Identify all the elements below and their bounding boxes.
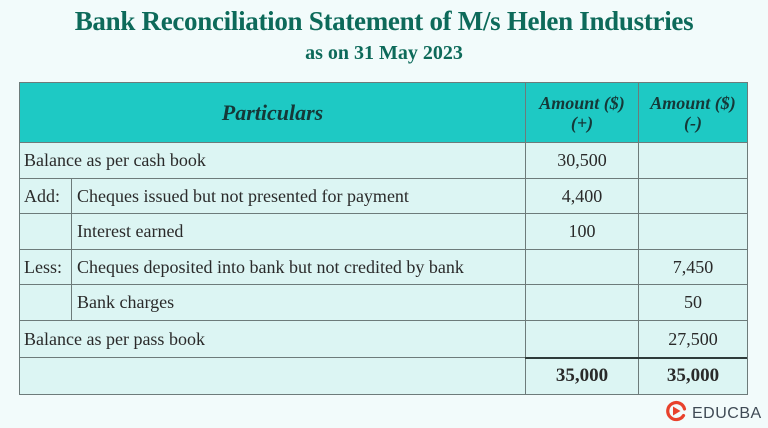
row-prefix: Add: <box>20 179 72 213</box>
header-particulars-label: Particulars <box>221 99 324 125</box>
header-particulars <box>20 83 525 142</box>
header-amount-minus <box>638 83 747 142</box>
row-amount-minus <box>638 214 747 249</box>
table-row <box>20 214 747 250</box>
educba-logo-text: EDUCBA <box>692 404 762 422</box>
educba-logo <box>665 400 762 427</box>
row-amount-plus: 30,500 <box>525 143 638 178</box>
header-amount-plus-label: Amount ($) <box>539 92 625 113</box>
row-amount-minus: 27,500 <box>638 321 747 357</box>
row-label: Balance as per pass book <box>24 328 205 349</box>
row-label: Bank charges <box>77 292 175 312</box>
row-amount-plus: 100 <box>525 214 638 249</box>
row-amount-minus: 50 <box>638 285 747 320</box>
table-total-row <box>20 358 747 394</box>
row-amount-plus <box>525 250 638 284</box>
row-prefix <box>20 214 72 249</box>
row-prefix <box>20 285 72 320</box>
total-label <box>20 358 525 394</box>
header-amount-minus-label: Amount ($) <box>650 92 736 113</box>
table-row <box>20 250 747 285</box>
header-amount-plus <box>525 83 638 142</box>
reconciliation-table <box>19 82 748 395</box>
header-amount-minus-sign: (-) <box>684 112 702 133</box>
page-title: Bank Reconciliation Statement of M/s Helen Industries <box>74 6 694 36</box>
row-amount-plus <box>525 285 638 320</box>
table-row <box>20 285 747 321</box>
table-row <box>20 179 747 214</box>
row-prefix: Less: <box>20 250 72 284</box>
table-row <box>20 321 747 358</box>
row-label: Interest earned <box>77 221 184 241</box>
row-amount-plus <box>525 321 638 357</box>
row-label: Balance as per cash book <box>24 150 206 170</box>
row-amount-minus <box>638 143 747 178</box>
row-amount-plus: 4,400 <box>525 179 638 213</box>
header-amount-plus-sign: (+) <box>570 112 594 133</box>
total-rule <box>525 357 747 359</box>
row-label: Cheques issued but not presented for payment <box>77 185 409 206</box>
total-amount-minus: 35,000 <box>638 358 747 394</box>
table-header <box>20 83 747 143</box>
page-subtitle: as on 31 May 2023 <box>305 42 463 64</box>
row-label: Cheques deposited into bank but not credited by bank <box>77 256 464 277</box>
total-amount-plus: 35,000 <box>525 358 638 394</box>
table-row <box>20 143 747 179</box>
row-amount-minus: 7,450 <box>638 250 747 284</box>
row-amount-minus <box>638 179 747 213</box>
educba-logo-icon <box>665 400 687 427</box>
